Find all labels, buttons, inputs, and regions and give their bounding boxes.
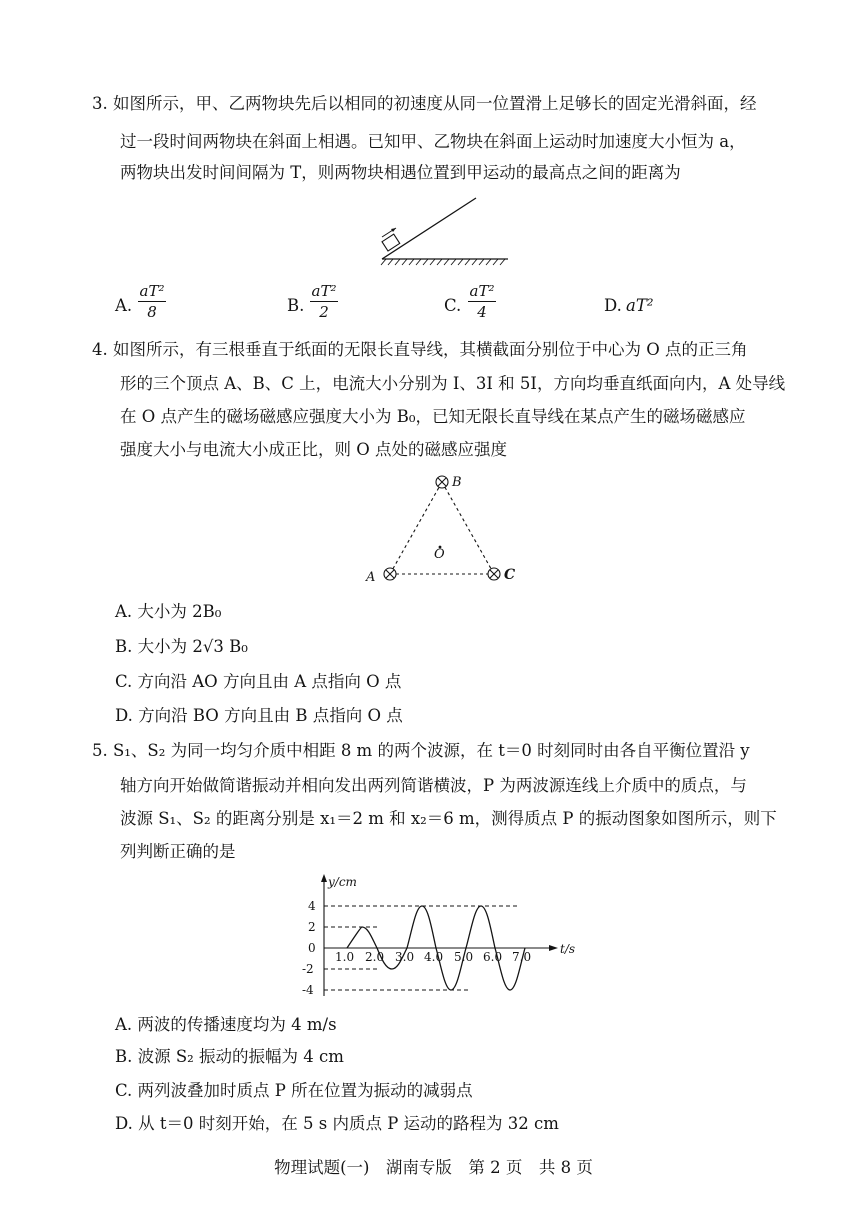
q5-line-2: 轴方向开始做简谐振动并相向发出两列简谐横波，P 为两波源连线上介质中的质点，与 <box>120 776 747 795</box>
wire-a-symbol <box>384 568 396 580</box>
xtick-7: 7.0 <box>512 950 532 964</box>
ytick-neg4: -4 <box>302 983 314 997</box>
ytick-4: 4 <box>308 899 316 913</box>
xtick-6: 6.0 <box>483 950 503 964</box>
label-o: O <box>434 547 445 562</box>
q5-option-c: C. 两列波叠加时质点 P 所在位置为振动的减弱点 <box>115 1081 473 1100</box>
ytick-2: 2 <box>308 920 316 934</box>
xtick-3: 3.0 <box>395 950 415 964</box>
q5-line-3: 波源 S₁、S₂ 的距离分别是 x₁＝2 m 和 x₂＝6 m，测得质点 P 的振动图象如图所示，则下 <box>120 809 777 828</box>
q4-line-4: 强度大小与电流大小成正比，则 O 点处的磁感应强度 <box>120 440 508 459</box>
q3-option-a-label: A. <box>115 296 133 315</box>
q5-option-a: A. 两波的传播速度均为 4 m/s <box>115 1015 337 1034</box>
q3-option-b-label: B. <box>287 296 305 315</box>
q3-option-a-denominator: 8 <box>147 303 157 321</box>
label-c: C <box>504 567 516 583</box>
q3-line-3: 两物块出发时间间隔为 T，则两物块相遇位置到甲运动的最高点之间的距离为 <box>120 163 681 182</box>
q5-line-4: 列判断正确的是 <box>120 842 236 861</box>
label-b: B <box>452 475 462 490</box>
q3-option-c-label: C. <box>444 296 462 315</box>
q4-line-3: 在 O 点产生的磁场磁感应强度大小为 B₀，已知无限长直导线在某点产生的磁场磁感应 <box>120 407 746 426</box>
wire-b-symbol <box>436 476 448 488</box>
q3-option-d-label: D. <box>604 296 622 315</box>
xtick-2: 2.0 <box>365 950 385 964</box>
q5-line-1: 5. S₁、S₂ 为同一均匀介质中相距 8 m 的两个波源，在 t＝0 时刻同时由各自平衡位置沿 y <box>92 741 750 760</box>
ytick-0: 0 <box>308 941 316 955</box>
q5-option-b: B. 波源 S₂ 振动的振幅为 4 cm <box>115 1047 344 1066</box>
q5-option-d: D. 从 t＝0 时刻开始，在 5 s 内质点 P 运动的路程为 32 cm <box>115 1114 559 1133</box>
q3-option-b-fraction <box>304 282 344 321</box>
q3-option-c-numerator: aT² <box>469 282 495 300</box>
label-a: A <box>366 570 376 585</box>
q3-option-a-numerator: aT² <box>139 282 165 300</box>
vibration-graph <box>298 868 588 998</box>
q3-line-2: 过一段时间两物块在斜面上相遇。已知甲、乙物块在斜面上运动时加速度大小恒为 a， <box>120 132 746 151</box>
q4-option-d: D. 方向沿 BO 方向且由 B 点指向 O 点 <box>115 706 403 725</box>
q3-option-d-text: aT² <box>626 296 654 315</box>
q3-option-b-denominator: 2 <box>319 303 329 321</box>
wire-c-symbol <box>488 568 500 580</box>
q4-line-2: 形的三个顶点 A、B、C 上，电流大小分别为 I、3I 和 5I，方向均垂直纸面向内，A 处导线 <box>120 374 786 393</box>
xtick-4: 4.0 <box>424 950 444 964</box>
page-footer: 物理试题(一) 湖南专版 第 2 页 共 8 页 <box>274 1158 593 1177</box>
graph-xlabel: t/s <box>560 942 576 956</box>
q3-option-c-denominator: 4 <box>477 303 487 321</box>
q3-option-b-numerator: aT² <box>311 282 337 300</box>
q3-option-c-fraction <box>462 282 502 321</box>
xtick-1: 1.0 <box>335 950 355 964</box>
ytick-neg2: -2 <box>302 962 314 976</box>
triangle-figure <box>360 470 530 590</box>
graph-ylabel: y/cm <box>328 875 357 889</box>
q4-line-1: 4. 如图所示，有三根垂直于纸面的无限长直导线，其横截面分别位于中心为 O 点的正三角 <box>92 340 748 359</box>
xtick-5: 5.0 <box>454 950 474 964</box>
q3-line-1: 3. 如图所示，甲、乙两物块先后以相同的初速度从同一位置滑上足够长的固定光滑斜面，经 <box>92 94 757 113</box>
q4-option-a: A. 大小为 2B₀ <box>115 602 222 621</box>
q4-option-b: B. 大小为 2√3 B₀ <box>115 637 248 656</box>
q3-option-a-fraction <box>132 282 172 321</box>
incline-figure <box>378 195 513 270</box>
q4-option-c: C. 方向沿 AO 方向且由 A 点指向 O 点 <box>115 672 402 691</box>
